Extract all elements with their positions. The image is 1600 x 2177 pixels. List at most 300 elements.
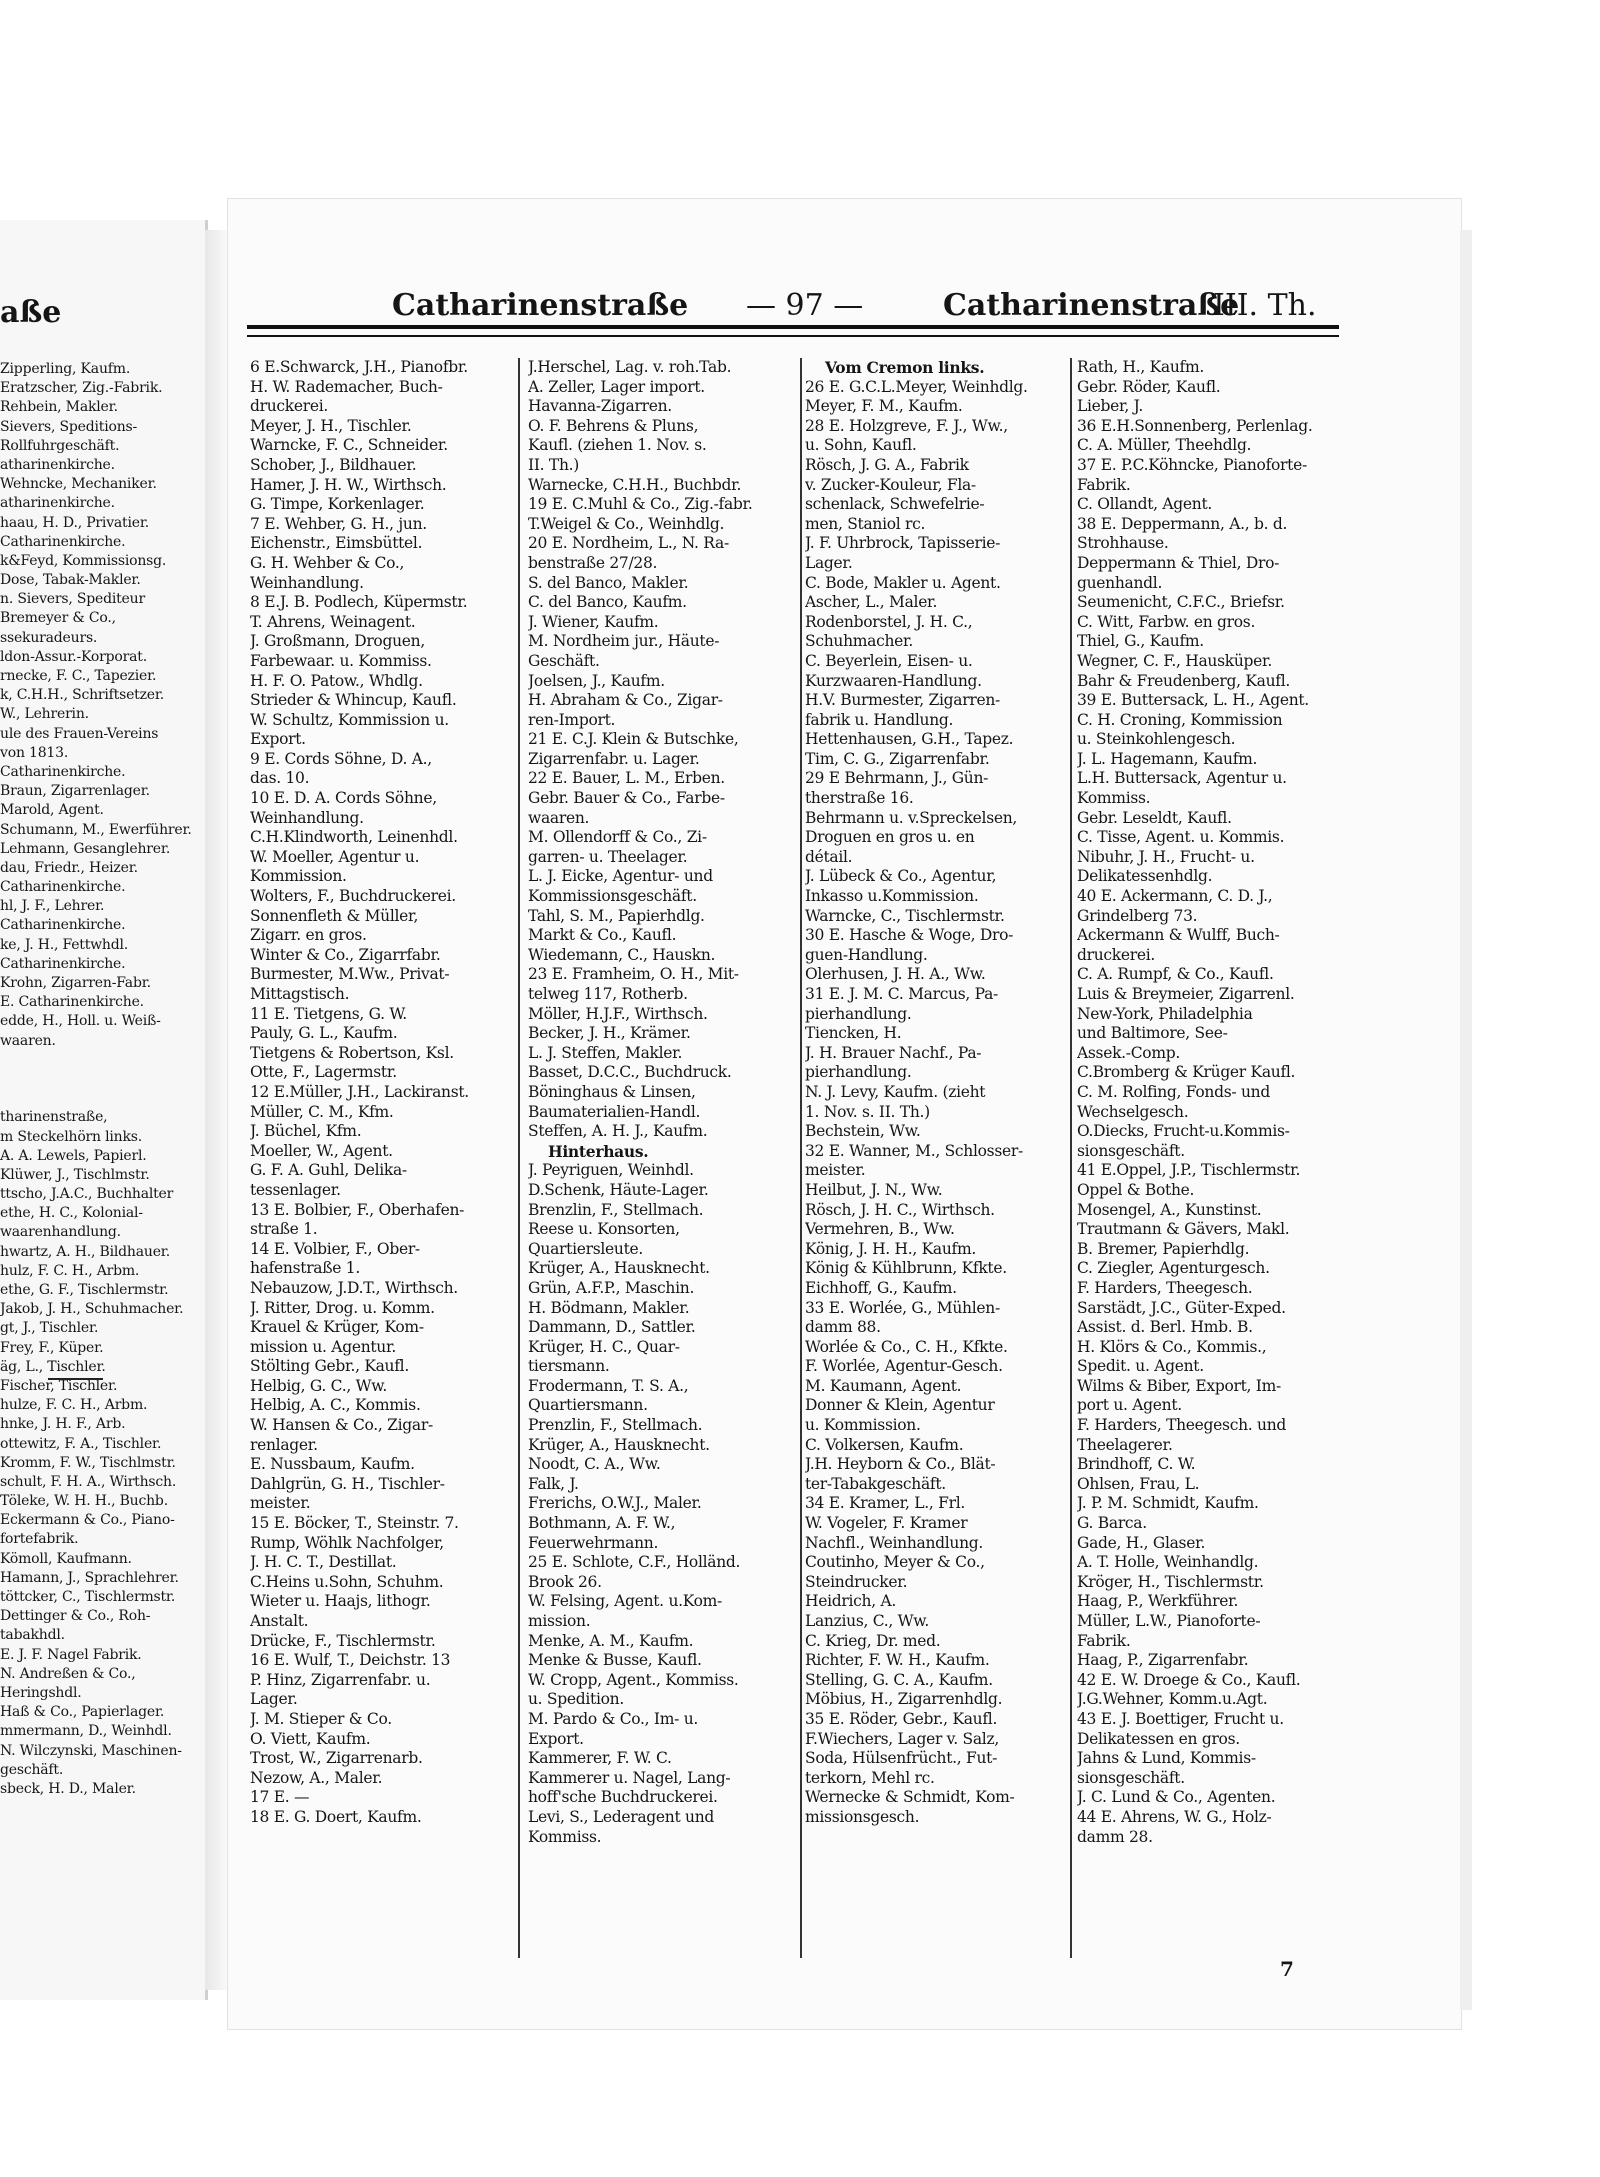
directory-entry: Ohlsen, Frau, L. [1077, 1474, 1200, 1493]
directory-entry: Stölting Gebr., Kaufl. [250, 1357, 409, 1376]
directory-entry: pierhandlung. [805, 1004, 912, 1023]
directory-entry: Markt & Co., Kaufl. [528, 926, 677, 945]
directory-entry: u. Steinkohlengesch. [1077, 730, 1236, 749]
directory-entry: Catharinenkirche. [0, 533, 126, 550]
directory-entry: Catharinenkirche. [0, 879, 126, 896]
directory-entry: B. Bremer, Papierhdlg. [1077, 1239, 1250, 1258]
directory-entry: W. Hansen & Co., Zigar- [250, 1416, 433, 1435]
directory-entry: H.V. Burmester, Zigarren- [805, 691, 1000, 710]
directory-entry: Brook 26. [528, 1572, 602, 1591]
directory-entry: Menke & Busse, Kaufl. [528, 1651, 702, 1670]
directory-entry: mission. [528, 1612, 591, 1630]
directory-entry: Warncke, F. C., Schneider. [250, 436, 448, 455]
directory-entry: Helbig, G. C., Ww. [250, 1376, 387, 1395]
directory-entry: Kommissionsgeschäft. [528, 887, 697, 906]
directory-entry: C. Ollandt, Agent. [1077, 495, 1213, 514]
left-page-fragment [0, 220, 208, 2000]
directory-entry: Kromm, F. W., Tischlmstr. [0, 1454, 176, 1471]
directory-entry: M. Kaumann, Agent. [805, 1376, 962, 1395]
directory-entry: damm 28. [1077, 1827, 1153, 1846]
directory-entry: 12 E.Müller, J.H., Lackiranst. [250, 1082, 469, 1101]
directory-entry: C. A. Müller, Theehdlg. [1077, 436, 1252, 455]
directory-entry: druckerei. [1077, 945, 1156, 964]
directory-entry: G. Barca. [1077, 1514, 1147, 1533]
page-number: — 97 — [746, 288, 864, 323]
directory-entry: Winter & Co., Zigarrfabr. [250, 945, 441, 964]
directory-entry: Weinhandlung. [250, 573, 364, 592]
directory-entry: 41 E.Oppel, J.P., Tischlermstr. [1077, 1161, 1301, 1180]
directory-entry: Sonnenfleth & Müller, [250, 906, 419, 925]
directory-entry: Kömoll, Kaufmann. [0, 1550, 132, 1567]
directory-entry: Donner & Klein, Agentur [805, 1396, 995, 1415]
directory-entry: ethe, G. F., Tischlermstr. [0, 1282, 169, 1298]
directory-entry: ke, J. H., Fettwhdl. [0, 936, 129, 953]
directory-entry: ldon-Assur.-Korporat. [0, 648, 147, 665]
directory-entry: Stelling, G. C. A., Kaufm. [805, 1670, 993, 1689]
directory-entry: Rath, H., Kaufm. [1077, 358, 1204, 376]
directory-entry: II. Th.) [528, 455, 579, 474]
directory-entry: Thiel, G., Kaufm. [1077, 632, 1204, 651]
directory-entry: M. Ollendorff & Co., Zi- [528, 828, 707, 847]
directory-entry: hwartz, A. H., Bildhauer. [0, 1243, 170, 1260]
directory-entry: 8 E.J. B. Podlech, Küpermstr. [250, 593, 468, 612]
directory-entry: Fischer, Tischler. [0, 1377, 118, 1394]
directory-entry [0, 1070, 205, 1089]
directory-entry: k, C.H.H., Schriftsetzer. [0, 687, 165, 704]
directory-entry: Havanna-Zigarren. [528, 397, 672, 416]
directory-entry: Inkasso u.Kommission. [805, 887, 979, 906]
directory-entry: Dose, Tabak-Makler. [0, 572, 141, 589]
directory-entry: Jakob, J. H., Schuhmacher. [0, 1301, 184, 1318]
directory-entry: C. A. Rumpf, & Co., Kaufl. [1077, 965, 1274, 984]
directory-entry: M. Nordheim jur., Häute- [528, 632, 720, 651]
directory-entry: 42 E. W. Droege & Co., Kaufl. [1077, 1670, 1301, 1689]
directory-entry: 40 E. Ackermann, C. D. J., [1077, 887, 1273, 906]
directory-entry: Wiedemann, C., Hauskn. [528, 945, 716, 964]
directory-entry: Böninghaus & Linsen, [528, 1082, 696, 1101]
directory-entry: 7 E. Wehber, G. H., jun. [250, 514, 427, 533]
directory-entry: Meyer, F. M., Kaufm. [805, 397, 963, 416]
directory-entry: détail. [805, 847, 853, 866]
directory-entry: Kommiss. [528, 1827, 602, 1846]
directory-entry: J.G.Wehner, Komm.u.Agt. [1077, 1690, 1268, 1709]
directory-entry: Drücke, F., Tischlermstr. [250, 1631, 436, 1650]
directory-entry: Brenzlin, F., Stellmach. [528, 1200, 704, 1219]
directory-entry: O. Viett, Kaufm. [250, 1729, 371, 1748]
directory-entry: D.Schenk, Häute-Lager. [528, 1180, 709, 1199]
directory-entry: renlager. [250, 1435, 318, 1454]
directory-entry: Becker, J. H., Krämer. [528, 1024, 691, 1043]
directory-entry: mmermann, D., Weinhdl. [0, 1723, 172, 1740]
directory-entry: atharinenkirche. [0, 456, 115, 473]
directory-entry: N. Andreßen & Co., [0, 1665, 136, 1682]
directory-entry: C. Volkersen, Kaufm. [805, 1435, 964, 1454]
directory-entry: J. L. Hagemann, Kaufm. [1077, 749, 1258, 768]
directory-entry: Krohn, Zigarren-Fabr. [0, 975, 151, 991]
directory-entry: Oppel & Bothe. [1077, 1180, 1195, 1199]
directory-entry: Zipperling, Kaufm. [0, 361, 131, 377]
directory-entry: W., Lehrerin. [0, 706, 89, 723]
directory-entry: rnecke, F. C., Tapezier. [0, 668, 157, 684]
directory-entry: Behrmann u. v.Spreckelsen, [805, 808, 1018, 827]
directory-entry: Rollfuhrgeschäft. [0, 437, 120, 454]
directory-entry: Wechselgesch. [1077, 1102, 1189, 1121]
directory-entry: Haag, P., Werkführer. [1077, 1592, 1239, 1611]
directory-entry: Soda, Hülsenfrücht., Fut- [805, 1749, 998, 1768]
directory-entry: hl, J. F., Lehrer. [0, 898, 105, 915]
directory-entry: Meyer, J. H., Tischler. [250, 416, 412, 435]
directory-entry: C. del Banco, Kaufm. [528, 593, 687, 612]
directory-entry: L. J. Eicke, Agentur- und [528, 867, 713, 886]
directory-entry: Export. [250, 730, 306, 749]
directory-entry: J. Peyriguen, Weinhdl. [528, 1161, 694, 1180]
directory-entry: Gade, H., Glaser. [1077, 1533, 1206, 1552]
directory-entry: 26 E. G.C.L.Meyer, Weinhdlg. [805, 377, 1028, 396]
directory-entry: Heringshdl. [0, 1684, 82, 1701]
directory-entry: C.Heins u.Sohn, Schuhm. [250, 1572, 444, 1591]
directory-entry: Export. [528, 1729, 584, 1748]
directory-entry: A. T. Holle, Weinhandlg. [1077, 1553, 1259, 1572]
directory-entry: Krüger, H. C., Quar- [528, 1337, 680, 1356]
page-edge [1460, 230, 1472, 2010]
directory-entry: Warncke, C., Tischlermstr. [805, 906, 1005, 925]
directory-entry: hnke, J. H. F., Arb. [0, 1416, 126, 1433]
column-divider [518, 358, 520, 1958]
directory-entry: H. Klörs & Co., Kommis., [1077, 1337, 1267, 1356]
directory-entry: C. Bode, Makler u. Agent. [805, 573, 1001, 592]
directory-entry: Töleke, W. H. H., Buchb. [0, 1493, 168, 1510]
directory-entry: J. H. C. T., Destillat. [250, 1553, 397, 1572]
directory-entry: E. Catharinenkirche. [0, 994, 144, 1011]
directory-entry: Burmester, M.Ww., Privat- [250, 965, 450, 984]
directory-entry: Coutinho, Meyer & Co., [805, 1553, 985, 1572]
directory-entry: G. Timpe, Korkenlager. [250, 495, 425, 514]
directory-entry: Frey, F., Küper. [0, 1339, 104, 1356]
directory-entry: Falk, J. [528, 1474, 579, 1493]
directory-entry: L. J. Steffen, Makler. [528, 1043, 683, 1062]
directory-entry: Sievers, Speditions- [0, 418, 138, 435]
directory-entry: Basset, D.C.C., Buchdruck. [528, 1063, 732, 1082]
directory-entry: Gebr. Bauer & Co., Farbe- [528, 789, 725, 808]
directory-entry: Quartiersleute. [528, 1239, 644, 1258]
directory-entry: C.H.Klindworth, Leinenhdl. [250, 828, 458, 847]
directory-entry: Kammerer, F. W. C. [528, 1749, 672, 1768]
directory-entry: straße 1. [250, 1220, 318, 1239]
directory-entry [0, 1051, 205, 1070]
directory-entry: Tietgens & Robertson, Ksl. [250, 1043, 454, 1062]
directory-entry: damm 88. [805, 1318, 881, 1337]
directory-entry: Eratzscher, Zig.-Fabrik. [0, 380, 163, 397]
directory-entry: W. Schultz, Kommission u. [250, 710, 449, 729]
directory-entry: Delikatessenhdlg. [1077, 867, 1213, 886]
directory-entry: 38 E. Deppermann, A., b. d. [1077, 514, 1288, 533]
directory-entry: 34 E. Kramer, L., Frl. [805, 1494, 966, 1513]
directory-entry: 32 E. Wanner, M., Schlosser- [805, 1141, 1023, 1160]
directory-entry: schult, F. H. A., Wirthsch. [0, 1473, 177, 1490]
directory-entry: Dammann, D., Sattler. [528, 1318, 696, 1337]
directory-entry: schenlack, Schwefelrie- [805, 495, 985, 514]
directory-entry: 13 E. Bolbier, F., Oberhafen- [250, 1200, 465, 1219]
directory-entry: König & Kühlbrunn, Kfkte. [805, 1259, 1007, 1278]
directory-entry: Moeller, W., Agent. [250, 1141, 393, 1160]
directory-entry: Müller, C. M., Kfm. [250, 1102, 394, 1121]
directory-entry: 18 E. G. Doert, Kaufm. [250, 1807, 422, 1826]
directory-entry: Krauel & Krüger, Kom- [250, 1318, 424, 1337]
directory-entry: druckerei. [250, 397, 329, 416]
directory-entry: 17 E. — [250, 1788, 310, 1807]
directory-entry: S. del Banco, Makler. [528, 573, 689, 592]
directory-entry: Kommiss. [1077, 789, 1151, 808]
directory-entry: Feuerwehrmann. [528, 1533, 659, 1552]
directory-entry: Theelagerer. [1077, 1435, 1173, 1454]
directory-entry: n. Sievers, Spediteur [0, 591, 145, 608]
column-divider [800, 358, 802, 1958]
directory-entry: 23 E. Framheim, O. H., Mit- [528, 965, 739, 984]
directory-entry: Prenzlin, F., Stellmach. [528, 1416, 703, 1435]
directory-entry: Klüwer, J., Tischlmstr. [0, 1166, 150, 1183]
directory-entry: meister. [250, 1494, 311, 1513]
directory-entry: benstraße 27/28. [528, 553, 658, 572]
directory-entry: Grindelberg 73. [1077, 906, 1198, 925]
directory-entry: Rösch, J. H. C., Wirthsch. [805, 1200, 995, 1219]
directory-entry: F. Harders, Theegesch. und [1077, 1416, 1286, 1435]
directory-entry: ule des Frauen-Vereins [0, 725, 159, 742]
directory-entry: mission u. Agentur. [250, 1337, 397, 1356]
directory-entry: E. J. F. Nagel Fabrik. [0, 1646, 142, 1663]
directory-entry: Wernecke & Schmidt, Kom- [805, 1788, 1015, 1807]
header-volume: III. Th. [1213, 288, 1317, 323]
header-rule [247, 325, 1339, 337]
directory-entry: New-York, Philadelphia [1077, 1004, 1253, 1023]
directory-entry: 25 E. Schlote, C.F., Holländ. [528, 1553, 741, 1572]
directory-entry: J. C. Lund & Co., Agenten. [1077, 1788, 1276, 1807]
directory-entry: H. Abraham & Co., Zigar- [528, 691, 723, 710]
directory-entry: ter-Tabakgeschäft. [805, 1474, 946, 1493]
directory-entry: O. F. Behrens & Pluns, [528, 416, 699, 435]
directory-entry: Zigarrenfabr. u. Lager. [528, 749, 700, 768]
directory-entry: Krüger, A., Hausknecht. [528, 1435, 710, 1454]
directory-entry: N. Wilczynski, Maschinen- [0, 1742, 182, 1759]
directory-entry: 20 E. Nordheim, L., N. Ra- [528, 534, 729, 553]
left-page-title: aße [0, 295, 62, 330]
directory-entry: Tiencken, H. [805, 1024, 902, 1043]
directory-entry: Heidrich, A. [805, 1592, 896, 1611]
directory-entry: Kaufl. (ziehen 1. Nov. s. [528, 436, 707, 455]
directory-entry: Brindhoff, C. W. [1077, 1455, 1196, 1474]
directory-entry: Vermehren, B., Ww. [805, 1220, 955, 1239]
directory-entry: 39 E. Buttersack, L. H., Agent. [1077, 691, 1309, 710]
directory-entry: 44 E. Ahrens, W. G., Holz- [1077, 1807, 1272, 1826]
directory-entry: Geschäft. [528, 651, 600, 670]
directory-entry: 16 E. Wulf, T., Deichstr. 13 [250, 1651, 451, 1670]
directory-entry: Ascher, L., Maler. [805, 593, 938, 612]
directory-entry: Kurzwaaren-Handlung. [805, 671, 982, 690]
directory-entry: Mosengel, A., Kunstinst. [1077, 1200, 1262, 1219]
directory-entry: Steindrucker. [805, 1572, 908, 1591]
directory-entry: Schober, J., Bildhauer. [250, 455, 417, 474]
directory-entry: missionsgesch. [805, 1807, 920, 1826]
directory-entry: tessenlager. [250, 1180, 341, 1199]
directory-entry: Dettinger & Co., Roh- [0, 1608, 151, 1625]
directory-entry: hulze, F. C. H., Arbm. [0, 1397, 148, 1414]
directory-entry: Luis & Breymeier, Zigarrenl. [1077, 985, 1295, 1003]
directory-entry: 33 E. Worlée, G., Mühlen- [805, 1298, 1000, 1317]
directory-entry: Wehncke, Mechaniker. [0, 476, 157, 493]
directory-entry: m Steckelhörn links. [0, 1128, 143, 1145]
directory-entry: Strieder & Whincup, Kaufl. [250, 691, 457, 710]
directory-entry: Quartiersmann. [528, 1396, 648, 1415]
directory-entry: Haß & Co., Papierlager. [0, 1704, 165, 1721]
directory-entry: Rösch, J. G. A., Fabrik [805, 455, 969, 474]
directory-entry: v. Zucker-Kouleur, Fla- [805, 475, 976, 494]
directory-entry: T.Weigel & Co., Weinhdlg. [528, 514, 725, 533]
page-header [378, 288, 1338, 328]
directory-entry: Fabrik. [1077, 475, 1131, 494]
header-street-right: Catharinenstraße [943, 288, 1240, 323]
directory-entry: Ackermann & Wulff, Buch- [1077, 926, 1280, 945]
directory-entry: Anstalt. [250, 1612, 309, 1630]
directory-entry: therstraße 16. [805, 789, 914, 808]
directory-entry: Droguen en gros u. en [805, 828, 975, 847]
directory-entry: Tahl, S. M., Papierhdlg. [528, 906, 705, 925]
directory-entry: tharinenstraße, [0, 1109, 108, 1126]
directory-entry: sbeck, H. D., Maler. [0, 1780, 136, 1797]
directory-entry: W. Cropp, Agent., Kommiss. [528, 1670, 739, 1689]
directory-entry: telweg 117, Rotherb. [528, 985, 688, 1003]
directory-entry: Möbius, H., Zigarrenhdlg. [805, 1690, 1003, 1709]
directory-entry: Krüger, A., Hausknecht. [528, 1259, 710, 1278]
directory-entry: A. A. Lewels, Papierl. [0, 1147, 147, 1164]
directory-entry: Haag, P., Zigarrenfabr. [1077, 1651, 1249, 1670]
directory-entry: Kröger, H., Tischlermstr. [1077, 1572, 1264, 1591]
directory-entry: 43 E. J. Boettiger, Frucht u. [1077, 1709, 1284, 1728]
directory-entry: Nibuhr, J. H., Frucht- u. [1077, 847, 1255, 866]
directory-entry: Braun, Zigarrenlager. [0, 783, 150, 800]
directory-entry: 14 E. Volbier, F., Ober- [250, 1239, 420, 1258]
directory-entry: Kammerer u. Nagel, Lang- [528, 1768, 731, 1787]
directory-entry: Rodenborstel, J. H. C., [805, 612, 973, 631]
directory-entry: J. H. Brauer Nachf., Pa- [805, 1043, 982, 1062]
directory-entry: waarenhandlung. [0, 1224, 121, 1241]
directory-entry: Kommission. [250, 867, 347, 886]
directory-entry: J. P. M. Schmidt, Kaufm. [1077, 1494, 1259, 1513]
directory-entry: C. Beyerlein, Eisen- u. [805, 651, 973, 670]
directory-entry: Rehbein, Makler. [0, 399, 118, 416]
directory-entry: E. Nussbaum, Kaufm. [250, 1455, 415, 1474]
directory-entry: haau, H. D., Privatier. [0, 514, 150, 531]
directory-entry: F. Harders, Theegesch. [1077, 1278, 1253, 1297]
directory-entry: und Baltimore, See- [1077, 1024, 1228, 1043]
book-gutter [205, 230, 227, 1990]
directory-entry: Sarstädt, J.C., Güter-Exped. [1077, 1298, 1286, 1317]
directory-entry: Farbewaar. u. Kommiss. [250, 651, 432, 670]
directory-entry: J.H. Heyborn & Co., Blät- [805, 1455, 996, 1474]
column-divider [1070, 358, 1072, 1958]
directory-entry: Wegner, C. F., Hausküper. [1077, 651, 1273, 670]
directory-entry: Lanzius, C., Ww. [805, 1612, 930, 1630]
directory-entry: 6 E.Schwarck, J.H., Pianofbr. [250, 358, 468, 376]
directory-column-1 [250, 358, 515, 1828]
directory-entry: J. Lübeck & Co., Agentur, [805, 867, 997, 886]
directory-entry: F.Wiechers, Lager v. Salz, [805, 1729, 999, 1748]
directory-entry: gt, J., Tischler. [0, 1320, 99, 1337]
directory-entry: 37 E. P.C.Köhncke, Pianoforte- [1077, 455, 1307, 474]
directory-entry: dau, Friedr., Heizer. [0, 859, 138, 876]
directory-entry: C. Krieg, Dr. med. [805, 1631, 941, 1650]
directory-entry: Lehmann, Gesanglehrer. [0, 840, 171, 857]
directory-entry: hoff'sche Buchdruckerei. [528, 1788, 718, 1807]
directory-entry: Schumann, M., Ewerführer. [0, 821, 192, 838]
directory-entry: 36 E.H.Sonnenberg, Perlenlag. [1077, 416, 1313, 435]
directory-entry: P. Hinz, Zigarrenfabr. u. [250, 1670, 431, 1689]
directory-entry: Deppermann & Thiel, Dro- [1077, 553, 1280, 572]
directory-entry: Wieter u. Haajs, lithogr. [250, 1592, 431, 1611]
directory-entry: Nachfl., Weinhandlung. [805, 1533, 984, 1552]
directory-entry: J. Büchel, Kfm. [250, 1122, 362, 1141]
directory-entry: garren- u. Theelager. [528, 847, 688, 866]
directory-entry: Reese u. Konsorten, [528, 1220, 680, 1239]
directory-entry: Trautmann & Gävers, Makl. [1077, 1220, 1290, 1239]
directory-entry: Marold, Agent. [0, 802, 104, 819]
directory-entry: 15 E. Böcker, T., Steinstr. 7. [250, 1514, 459, 1533]
directory-entry: Otte, F., Lagermstr. [250, 1063, 397, 1082]
directory-entry: Tim, C. G., Zigarrenfabr. [805, 749, 990, 768]
section-heading: Vom Cremon links. [825, 358, 985, 377]
directory-entry: Mittagstisch. [250, 985, 350, 1003]
directory-entry: 9 E. Cords Söhne, D. A., [250, 749, 432, 768]
directory-entry: Hettenhausen, G.H., Tapez. [805, 730, 1014, 749]
directory-entry: Bremeyer & Co., [0, 610, 116, 627]
directory-entry: hulz, F. C. H., Arbm. [0, 1262, 140, 1279]
directory-entry: tiersmann. [528, 1357, 610, 1376]
directory-entry: men, Staniol rc. [805, 514, 926, 533]
directory-entry: A. Zeller, Lager import. [528, 377, 705, 396]
directory-entry: Schuhmacher. [805, 632, 914, 651]
directory-entry: J. Großmann, Droguen, [250, 632, 425, 651]
directory-entry: sionsgeschäft. [1077, 1768, 1185, 1787]
directory-entry: J. Ritter, Drog. u. Komm. [250, 1298, 435, 1317]
directory-entry: N. J. Levy, Kaufm. (zieht [805, 1082, 986, 1101]
directory-entry: Richter, F. W. H., Kaufm. [805, 1651, 990, 1670]
directory-entry: Catharinenkirche. [0, 917, 126, 934]
directory-entry: C. M. Rolfing, Fonds- und [1077, 1082, 1270, 1101]
directory-entry: töttcker, C., Tischlermstr. [0, 1589, 176, 1605]
directory-entry: fortefabrik. [0, 1531, 79, 1548]
left-page-separator [48, 1378, 103, 1380]
directory-entry: C. Ziegler, Agenturgesch. [1077, 1259, 1270, 1278]
directory-entry: Spedit. u. Agent. [1077, 1357, 1204, 1376]
directory-entry: J. M. Stieper & Co. [250, 1709, 392, 1728]
directory-entry: L.H. Buttersack, Agentur u. [1077, 769, 1287, 788]
directory-entry: ottewitz, F. A., Tischler. [0, 1435, 162, 1452]
directory-entry: Jahns & Lund, Kommis- [1077, 1749, 1256, 1768]
directory-column-3 [805, 358, 1067, 1828]
directory-entry: sionsgeschäft. [1077, 1141, 1185, 1160]
directory-entry: 35 E. Röder, Gebr., Kaufl. [805, 1709, 998, 1728]
directory-entry: Worlée & Co., C. H., Kfkte. [805, 1337, 1008, 1356]
directory-entry: 29 E Behrmann, J., Gün- [805, 769, 989, 788]
directory-entry: 21 E. C.J. Klein & Butschke, [528, 730, 739, 749]
directory-entry: Heilbut, J. N., Ww. [805, 1180, 943, 1199]
directory-entry: guen-Handlung. [805, 945, 928, 964]
directory-entry: meister. [805, 1161, 866, 1180]
directory-entry: Seumenicht, C.F.C., Briefsr. [1077, 593, 1285, 612]
signature-mark: 7 [1280, 1957, 1294, 1981]
directory-entry: W. Vogeler, F. Kramer [805, 1514, 968, 1533]
directory-entry: Nezow, A., Maler. [250, 1768, 383, 1787]
directory-entry: M. Pardo & Co., Im- u. [528, 1709, 699, 1728]
directory-entry: C. H. Croning, Kommission [1077, 710, 1283, 729]
